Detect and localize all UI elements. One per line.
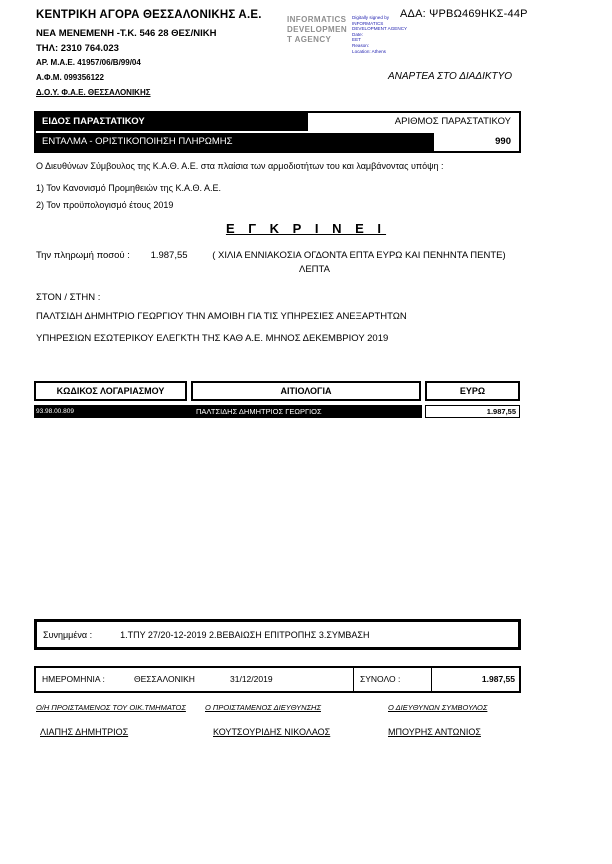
total-label: ΣΥΝΟΛΟ : [353,668,431,691]
org-name: ΚΕΝΤΡΙΚΗ ΑΓΟΡΑ ΘΕΣΣΑΛΟΝΙΚΗΣ Α.Ε. [36,9,262,21]
document-type-header-row [36,113,519,131]
intro-paragraph: Ο Διευθύνων Σύμβουλος της Κ.Α.Θ. Α.Ε. στα πλαίσια των αρμοδιοτήτων του και λαμβάνοντας υπόψη : [36,161,444,171]
date-place: ΘΕΣΣΑΛΟΝΙΚΗ [134,674,195,684]
payee-line-1: ΠΑΛΤΣΙΔΗ ΔΗΜΗΤΡΙΟ ΓΕΩΡΓΙΟΥ ΤΗΝ ΑΜΟΙΒΗ ΓΙΑ ΤΙΣ ΥΠΗΡΕΣΙΕΣ ΑΝΕΞΑΡΤΗΤΩΝ [36,311,407,322]
payment-label: Την πληρωμή ποσού : [36,250,130,261]
account-table-header-code: ΚΩΔΙΚΟΣ ΛΟΓΑΡΙΑΣΜΟΥ [34,381,187,401]
stamp-signature-details: Digitally signed by INFORMATICS DEVELOPMENT AGENCY Date: EET Reason: Location: Athens [352,15,408,54]
document-type-header: ΕΙΔΟΣ ΠΑΡΑΣΤΑΤΙΚΟΥ [36,113,308,131]
attachments-box [34,619,521,650]
account-description-cell: ΠΑΛΤΣΙΔΗΣ ΔΗΜΗΤΡΙΟΣ ΓΕΩΡΓΙΟΣ [196,407,322,416]
document-type-table [34,111,521,153]
date-label: ΗΜΕΡΟΜΗΝΙΑ : [42,674,105,684]
document-number-value: 990 [495,136,511,147]
ada-code: ΑΔΑ: ΨΡΒΩ469ΗΚΣ-44Ρ [400,8,528,20]
account-code-cell: 93.98.00.809 [36,408,74,415]
signatory-title-directorate-head: Ο ΠΡΟΙΣΤΑΜΕΝΟΣ ΔΙΕΥΘΥΝΣΗΣ [205,703,321,712]
approve-heading: Ε Γ Κ Ρ Ι Ν Ε Ι [225,221,387,236]
account-table-header-reason: ΑΙΤΙΟΛΟΓΙΑ [191,381,421,401]
date-total-box [34,666,521,693]
digital-signature-stamp [287,15,424,54]
payee-line-2: ΥΠΗΡΕΣΙΩΝ ΕΣΩΤΕΡΙΚΟΥ ΕΛΕΓΚΤΗ ΤΗΣ ΚΑΘ Α.Ε. ΜΗΝΟΣ ΔΕΚΕΜΒΡΙΟΥ 2019 [36,333,389,344]
date-value: 31/12/2019 [230,674,273,684]
payment-amount-words: ( ΧΙΛΙΑ ΕΝΝΙΑΚΟΣΙΑ ΟΓΔΟΝΤΑ ΕΠΤΑ ΕΥΡΩ ΚΑΙ ΠΕΝΗΝΤΑ ΠΕΝΤΕ) [212,250,506,261]
payee-label: ΣΤΟΝ / ΣΤΗΝ : [36,292,101,303]
document-type-value-row [36,133,519,151]
org-phone: ΤΗΛ: 2310 764.023 [36,43,119,54]
payment-line [36,250,506,261]
document-type-value: ΕΝΤΑΛΜΑ - ΟΡΙΣΤΙΚΟΠΟΙΗΣΗ ΠΛΗΡΩΜΗΣ [36,133,434,151]
document-number-header: ΑΡΙΘΜΟΣ ΠΑΡΑΣΤΑΤΙΚΟΥ [394,116,511,127]
stamp-agency-name: INFORMATICS DEVELOPMEN T AGENCY [287,15,348,44]
org-tax-office: Δ.Ο.Υ. Φ.Α.Ε. ΘΕΣΣΑΛΟΝΙΚΗΣ [36,88,151,97]
org-header [36,9,262,103]
account-amount-cell: 1.987,55 [425,405,520,418]
signatory-name-ceo: ΜΠΟΥΡΗΣ ΑΝΤΩΝΙΟΣ [388,727,481,737]
payment-amount: 1.987,55 [150,250,188,261]
org-address: ΝΕΑ ΜΕΝΕΜΕΝΗ -Τ.Κ. 546 28 ΘΕΣ/ΝΙΚΗ [36,28,217,39]
org-registry-number: ΑΡ. Μ.Α.Ε. 41957/06/Β/99/04 [36,58,141,67]
attachments-value: 1.ΤΠΥ 27/20-12-2019 2.ΒΕΒΑΙΩΣΗ ΕΠΙΤΡΟΠΗΣ 3.ΣΥΜΒΑΣΗ [120,629,370,640]
internet-posting-note: ΑΝΑΡΤΕΑ ΣΤΟ ΔΙΑΔΙΚΤΥΟ [388,71,513,82]
org-tax-id: Α.Φ.Μ. 099356122 [36,73,104,82]
account-table-header-euro: ΕΥΡΩ [425,381,520,401]
account-table-row [34,405,422,418]
total-value: 1.987,55 [431,668,519,691]
signatory-title-finance-head: Ο/Η ΠΡΟΙΣΤΑΜΕΝΟΣ ΤΟΥ ΟΙΚ.ΤΜΗΜΑΤΟΣ [36,703,186,712]
attachments-label: Συνημμένα : [43,629,93,640]
consideration-2: 2) Τον προϋπολογισμό έτους 2019 [36,200,174,210]
signatory-title-ceo: Ο ΔΙΕΥΘΥΝΩΝ ΣΥΜΒΟΥΛΟΣ [388,703,488,712]
signatory-name-finance-head: ΛΙΑΠΗΣ ΔΗΜΗΤΡΙΟΣ [40,727,129,737]
consideration-1: 1) Τον Κανονισμό Προμηθειών της Κ.Α.Θ. Α.Ε. [36,183,221,193]
signatory-name-directorate-head: ΚΟΥΤΣΟΥΡΙΔΗΣ ΝΙΚΟΛΑΟΣ [213,727,331,737]
payment-amount-words-cont: ΛΕΠΤΑ [299,264,330,275]
